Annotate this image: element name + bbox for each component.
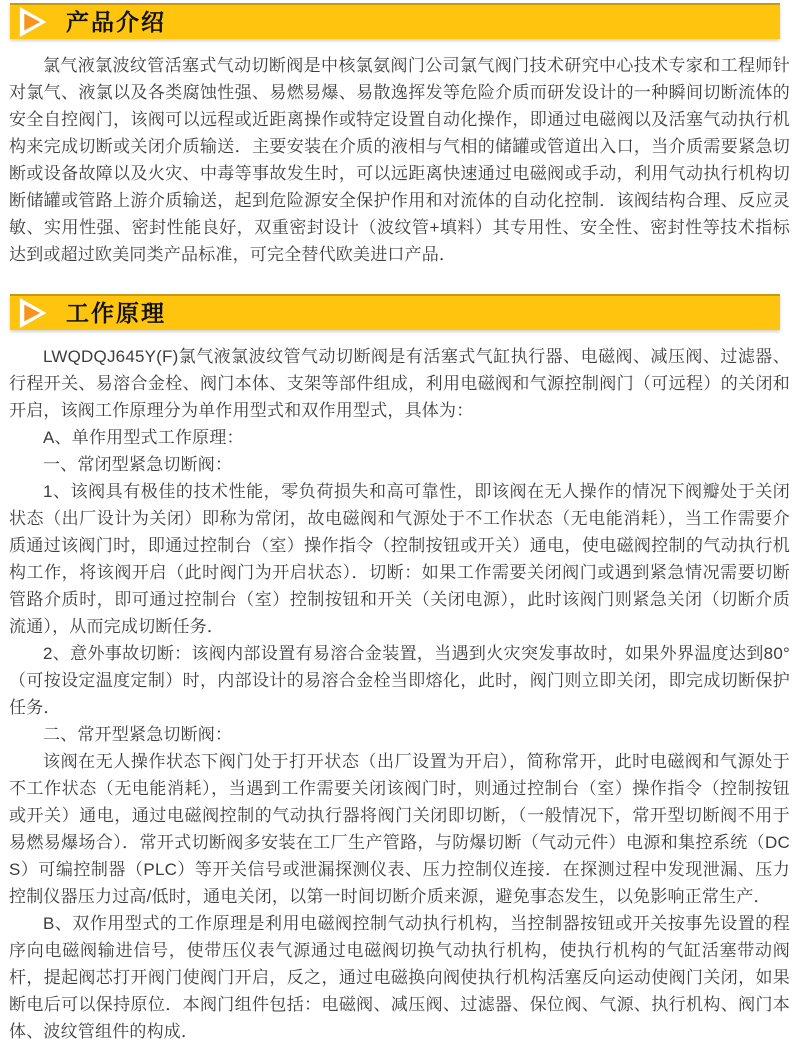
arrow-right-icon	[18, 7, 50, 37]
section-header-product-intro	[10, 3, 780, 39]
principle-paragraph-item2: 2、意外事故切断：该阀内部设置有易溶合金装置，当遇到火灾突发事故时，如果外界温度达到80°（可按设定温度定制）时，内部设计的易溶合金栓当即熔化，此时，阀门则立即关闭，即完成切断保护任务．	[9, 644, 790, 717]
section-title-product-intro: 产品介绍	[66, 9, 166, 35]
principle-paragraph-normally-open: 该阀在无人操作状态下阀门处于打开状态（出厂设置为开启），简称常开，此时电磁阀和气源处于不工作状态（无电能消耗），当遇到工作需要关闭该阀门时，则通过控制台（室）操作指令（控制按钮或开关）通电，通过电磁阀控制的气动执行器将阀门关闭即切断，（一般情况下，常开型切断阀不用于易燃易爆场合）．常开式切断阀多安装在工厂生产管路，与防爆切断（气动元件）电源和集控系统（DCS）可编控制器（PLC）等开关信号或泄漏探测仪表、压力控制仪连接．在探测过程中发现泄漏、压力控制仪器压力过高/低时，通电关闭，以第一时间切断介质来源，避免事态发生，以免影响正常生产．	[9, 752, 790, 906]
section-body-working-principle	[9, 343, 790, 1045]
section-header-working-principle	[10, 294, 780, 330]
principle-heading-normally-open: 二、常开型紧急切断阀：	[43, 725, 233, 744]
section-working-principle	[0, 294, 800, 1045]
principle-heading-normally-closed: 一、常闭型紧急切断阀：	[43, 455, 233, 474]
intro-paragraph: 氯气液氯波纹管活塞式气动切断阀是中核氯氨阀门公司氯气阀门技术研究中心技术专家和工程师针对氯气、液氯以及各类腐蚀性强、易燃易爆、易散逸挥发等危险介质而研发设计的一种瞬间切断流体的安全自控阀门，该阀可以远程或近距离操作或特定设置自动化操作，即通过电磁阀以及活塞气动执行机构来完成切断或关闭介质输送．主要安装在介质的液相与气相的储罐或管道出入口，当介质需要紧急切断或设备故障以及火灾、中毒等事故发生时，可以远距离快速通过电磁阀或手动，利用气动执行机构切断储罐或管路上游介质输送，起到危险源安全保护作用和对流体的自动化控制．该阀结构合理、反应灵敏、实用性强、密封性能良好，双重密封设计（波纹管+填料）其专用性、安全性、密封性等技术指标达到或超过欧美同类产品标准，可完全替代欧美进口产品．	[9, 56, 790, 264]
principle-heading-single-acting: A、单作用型式工作原理：	[43, 428, 244, 447]
principle-paragraph-item1: 1、该阀具有极佳的技术性能，零负荷损失和高可靠性，即该阀在无人操作的情况下阀瓣处于关闭状态（出厂设计为关闭）即称为常闭，故电磁阀和气源处于不工作状态（无电能消耗），当工作需要介质通过该阀门时，即通过控制台（室）操作指令（控制按钮或开关）通电，使电磁阀控制的气动执行机构工作，将该阀开启（此时阀门为开启状态）．切断：如果工作需要关闭阀门或遇到紧急情况需要切断管路介质时，即可通过控制台（室）控制按钮和开关（关闭电源），此时该阀门则紧急关闭（切断介质流通），从而完成切断任务．	[9, 482, 790, 636]
section-title-working-principle: 工作原理	[66, 300, 166, 326]
principle-paragraph-overview: LWQDQJ645Y(F)氯气液氯波纹管气动切断阀是有活塞式气缸执行器、电磁阀、减压阀、过滤器、行程开关、易溶合金栓、阀门本体、支架等部件组成，利用电磁阀和气源控制阀门（可远程）的关闭和开启，该阀工作原理分为单作用型式和双作用型式，具体为：	[9, 347, 790, 420]
section-body-product-intro	[9, 52, 790, 268]
section-product-intro	[0, 3, 800, 268]
product-description-page	[0, 3, 800, 1059]
principle-paragraph-double-acting: B、双作用型式的工作原理是利用电磁阀控制气动执行机构，当控制器按钮或开关按事先设置的程序向电磁阀输进信号，使带压仪表气源通过电磁阀切换气动执行机构，使执行机构的气缸活塞带动阀杆，提起阀芯打开阀门使阀门开启，反之，通过电磁换向阀使执行机构活塞反向运动使阀门关闭，如果断电后可以保持原位．本阀门组件包括：电磁阀、减压阀、过滤器、保位阀、气源、执行机构、阀门本体、波纹管组件的构成．	[9, 914, 790, 1041]
arrow-right-icon	[18, 298, 50, 328]
